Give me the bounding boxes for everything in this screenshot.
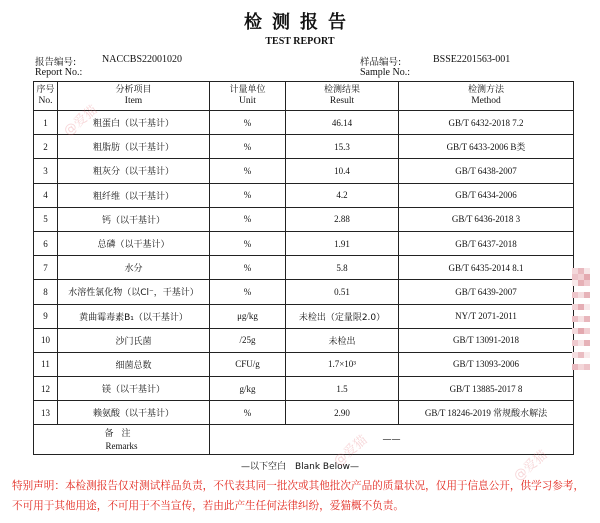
- table-row: [34, 280, 574, 304]
- header-item: [58, 82, 210, 111]
- table-row: [34, 183, 574, 207]
- table-header-row: [34, 82, 574, 111]
- row-item: 粗蛋白（以干基计）: [58, 111, 210, 135]
- row-method: GB/T 6438-2007: [399, 159, 574, 183]
- row-result: 4.2: [286, 183, 399, 207]
- row-no: 10: [34, 328, 58, 352]
- header-unit-cn: 计量单位: [229, 85, 266, 95]
- row-method: NY/T 2071-2011: [399, 304, 574, 328]
- sample-no-value: BSSE2201563-001: [433, 54, 511, 65]
- row-result: 1.5: [286, 377, 399, 401]
- row-method: GB/T 6432-2018 7.2: [399, 111, 574, 135]
- header-item-cn: 分析项目: [115, 85, 152, 95]
- row-item: 粗纤维（以干基计）: [58, 183, 210, 207]
- row-result: 2.90: [286, 401, 399, 425]
- row-item: 沙门氏菌: [58, 328, 210, 352]
- row-item: 粗灰分（以干基计）: [58, 159, 210, 183]
- row-no: 1: [34, 111, 58, 135]
- row-no: 5: [34, 207, 58, 231]
- row-method: GB/T 13091-2018: [399, 328, 574, 352]
- row-result: 46.14: [286, 111, 399, 135]
- row-method: GB/T 6434-2006: [399, 183, 574, 207]
- remarks-label-cn: 备注: [104, 428, 139, 439]
- header-result-cn: 检测结果: [323, 85, 360, 95]
- row-item: 黄曲霉毒素B₁（以干基计）: [58, 304, 210, 328]
- row-result: 10.4: [286, 159, 399, 183]
- row-no: 4: [34, 183, 58, 207]
- disclaimer-text: 特别声明：本检测报告仅对测试样品负责，不代表其同一批次或其他批次产品的质量状况，仅用于信息公开，供学习参考，不可用于其他用途，不可用于不当宣传，若由此产生任何法律纠纷，爱猫概不负责。: [12, 480, 585, 512]
- header-method-cn: 检测方法: [467, 85, 504, 95]
- report-title-cn: 检测报告: [244, 12, 356, 33]
- remarks-value: ——: [210, 425, 574, 455]
- row-unit: %: [210, 183, 286, 207]
- report-no-value: NACCBS22001020: [102, 54, 183, 65]
- row-method: GB/T 6435-2014 8.1: [399, 256, 574, 280]
- row-item: 粗脂肪（以干基计）: [58, 135, 210, 159]
- row-item: 钙（以干基计）: [58, 207, 210, 231]
- header-method-en: Method: [471, 96, 501, 106]
- table-row: [34, 377, 574, 401]
- header-result: [286, 82, 399, 111]
- row-unit: %: [210, 401, 286, 425]
- row-method: GB/T 6437-2018: [399, 231, 574, 255]
- row-unit: %: [210, 111, 286, 135]
- header-no: [34, 82, 58, 111]
- row-unit: μg/kg: [210, 304, 286, 328]
- table-row: [34, 304, 574, 328]
- watermark: @爱猫: [511, 447, 551, 485]
- row-result: 1.91: [286, 231, 399, 255]
- row-unit: %: [210, 280, 286, 304]
- report-title-en: TEST REPORT: [265, 36, 335, 47]
- pixelated-watermark-mosaic: [572, 268, 596, 378]
- row-unit: %: [210, 135, 286, 159]
- remarks-row: [34, 425, 574, 455]
- row-result: 0.51: [286, 280, 399, 304]
- row-no: 7: [34, 256, 58, 280]
- remarks-label: [34, 425, 210, 455]
- row-item: 总磷（以干基计）: [58, 231, 210, 255]
- watermark: @爱猫: [61, 102, 101, 140]
- row-result: 1.7×10³: [286, 352, 399, 376]
- row-item: 细菌总数: [58, 352, 210, 376]
- row-unit: g/kg: [210, 377, 286, 401]
- row-no: 2: [34, 135, 58, 159]
- row-result: 2.88: [286, 207, 399, 231]
- table-row: [34, 111, 574, 135]
- results-table: [33, 81, 574, 455]
- header-result-en: Result: [329, 96, 355, 106]
- row-no: 3: [34, 159, 58, 183]
- row-result: 未检出: [286, 328, 399, 352]
- header-no-en: No.: [38, 96, 53, 106]
- row-method: GB/T 6439-2007: [399, 280, 574, 304]
- row-no: 12: [34, 377, 58, 401]
- report-no-label-cn: 报告编号:: [35, 57, 77, 68]
- row-method: GB/T 18246-2019 常规酸水解法: [399, 401, 574, 425]
- row-unit: CFU/g: [210, 352, 286, 376]
- table-row: [34, 135, 574, 159]
- row-method: GB/T 6436-2018 3: [399, 207, 574, 231]
- header-unit-en: Unit: [239, 96, 256, 106]
- row-method: GB/T 13885-2017 8: [399, 377, 574, 401]
- table-row: [34, 159, 574, 183]
- row-unit: %: [210, 231, 286, 255]
- table-row: [34, 352, 574, 376]
- row-no: 11: [34, 352, 58, 376]
- table-row: [34, 231, 574, 255]
- row-method: GB/T 13093-2006: [399, 352, 574, 376]
- sample-no-label-cn: 样品编号:: [360, 57, 402, 68]
- blank-below-note: —以下空白 Blank Below—: [240, 462, 360, 472]
- row-result: 15.3: [286, 135, 399, 159]
- watermark: @爱猫: [331, 432, 371, 470]
- row-no: 8: [34, 280, 58, 304]
- row-item: 赖氨酸（以干基计）: [58, 401, 210, 425]
- table-row: [34, 328, 574, 352]
- report-no-label-en: Report No.:: [35, 67, 83, 78]
- row-no: 6: [34, 231, 58, 255]
- table-row: [34, 256, 574, 280]
- table-row: [34, 401, 574, 425]
- row-item: 水分: [58, 256, 210, 280]
- header-method: [399, 82, 574, 111]
- row-no: 9: [34, 304, 58, 328]
- row-unit: %: [210, 256, 286, 280]
- row-method: GB/T 6433-2006 B类: [399, 135, 574, 159]
- row-unit: %: [210, 207, 286, 231]
- row-unit: /25g: [210, 328, 286, 352]
- row-unit: %: [210, 159, 286, 183]
- table-row: [34, 207, 574, 231]
- header-item-en: Item: [124, 96, 143, 106]
- header-no-cn: 序号: [36, 85, 55, 95]
- remarks-label-en: Remarks: [105, 440, 138, 451]
- row-item: 镁（以干基计）: [58, 377, 210, 401]
- row-result: 未检出（定量限2.0）: [286, 304, 399, 328]
- row-item: 水溶性氯化物（以Cl⁻，干基计）: [58, 280, 210, 304]
- row-no: 13: [34, 401, 58, 425]
- sample-no-label-en: Sample No.:: [360, 67, 410, 78]
- row-result: 5.8: [286, 256, 399, 280]
- header-unit: [210, 82, 286, 111]
